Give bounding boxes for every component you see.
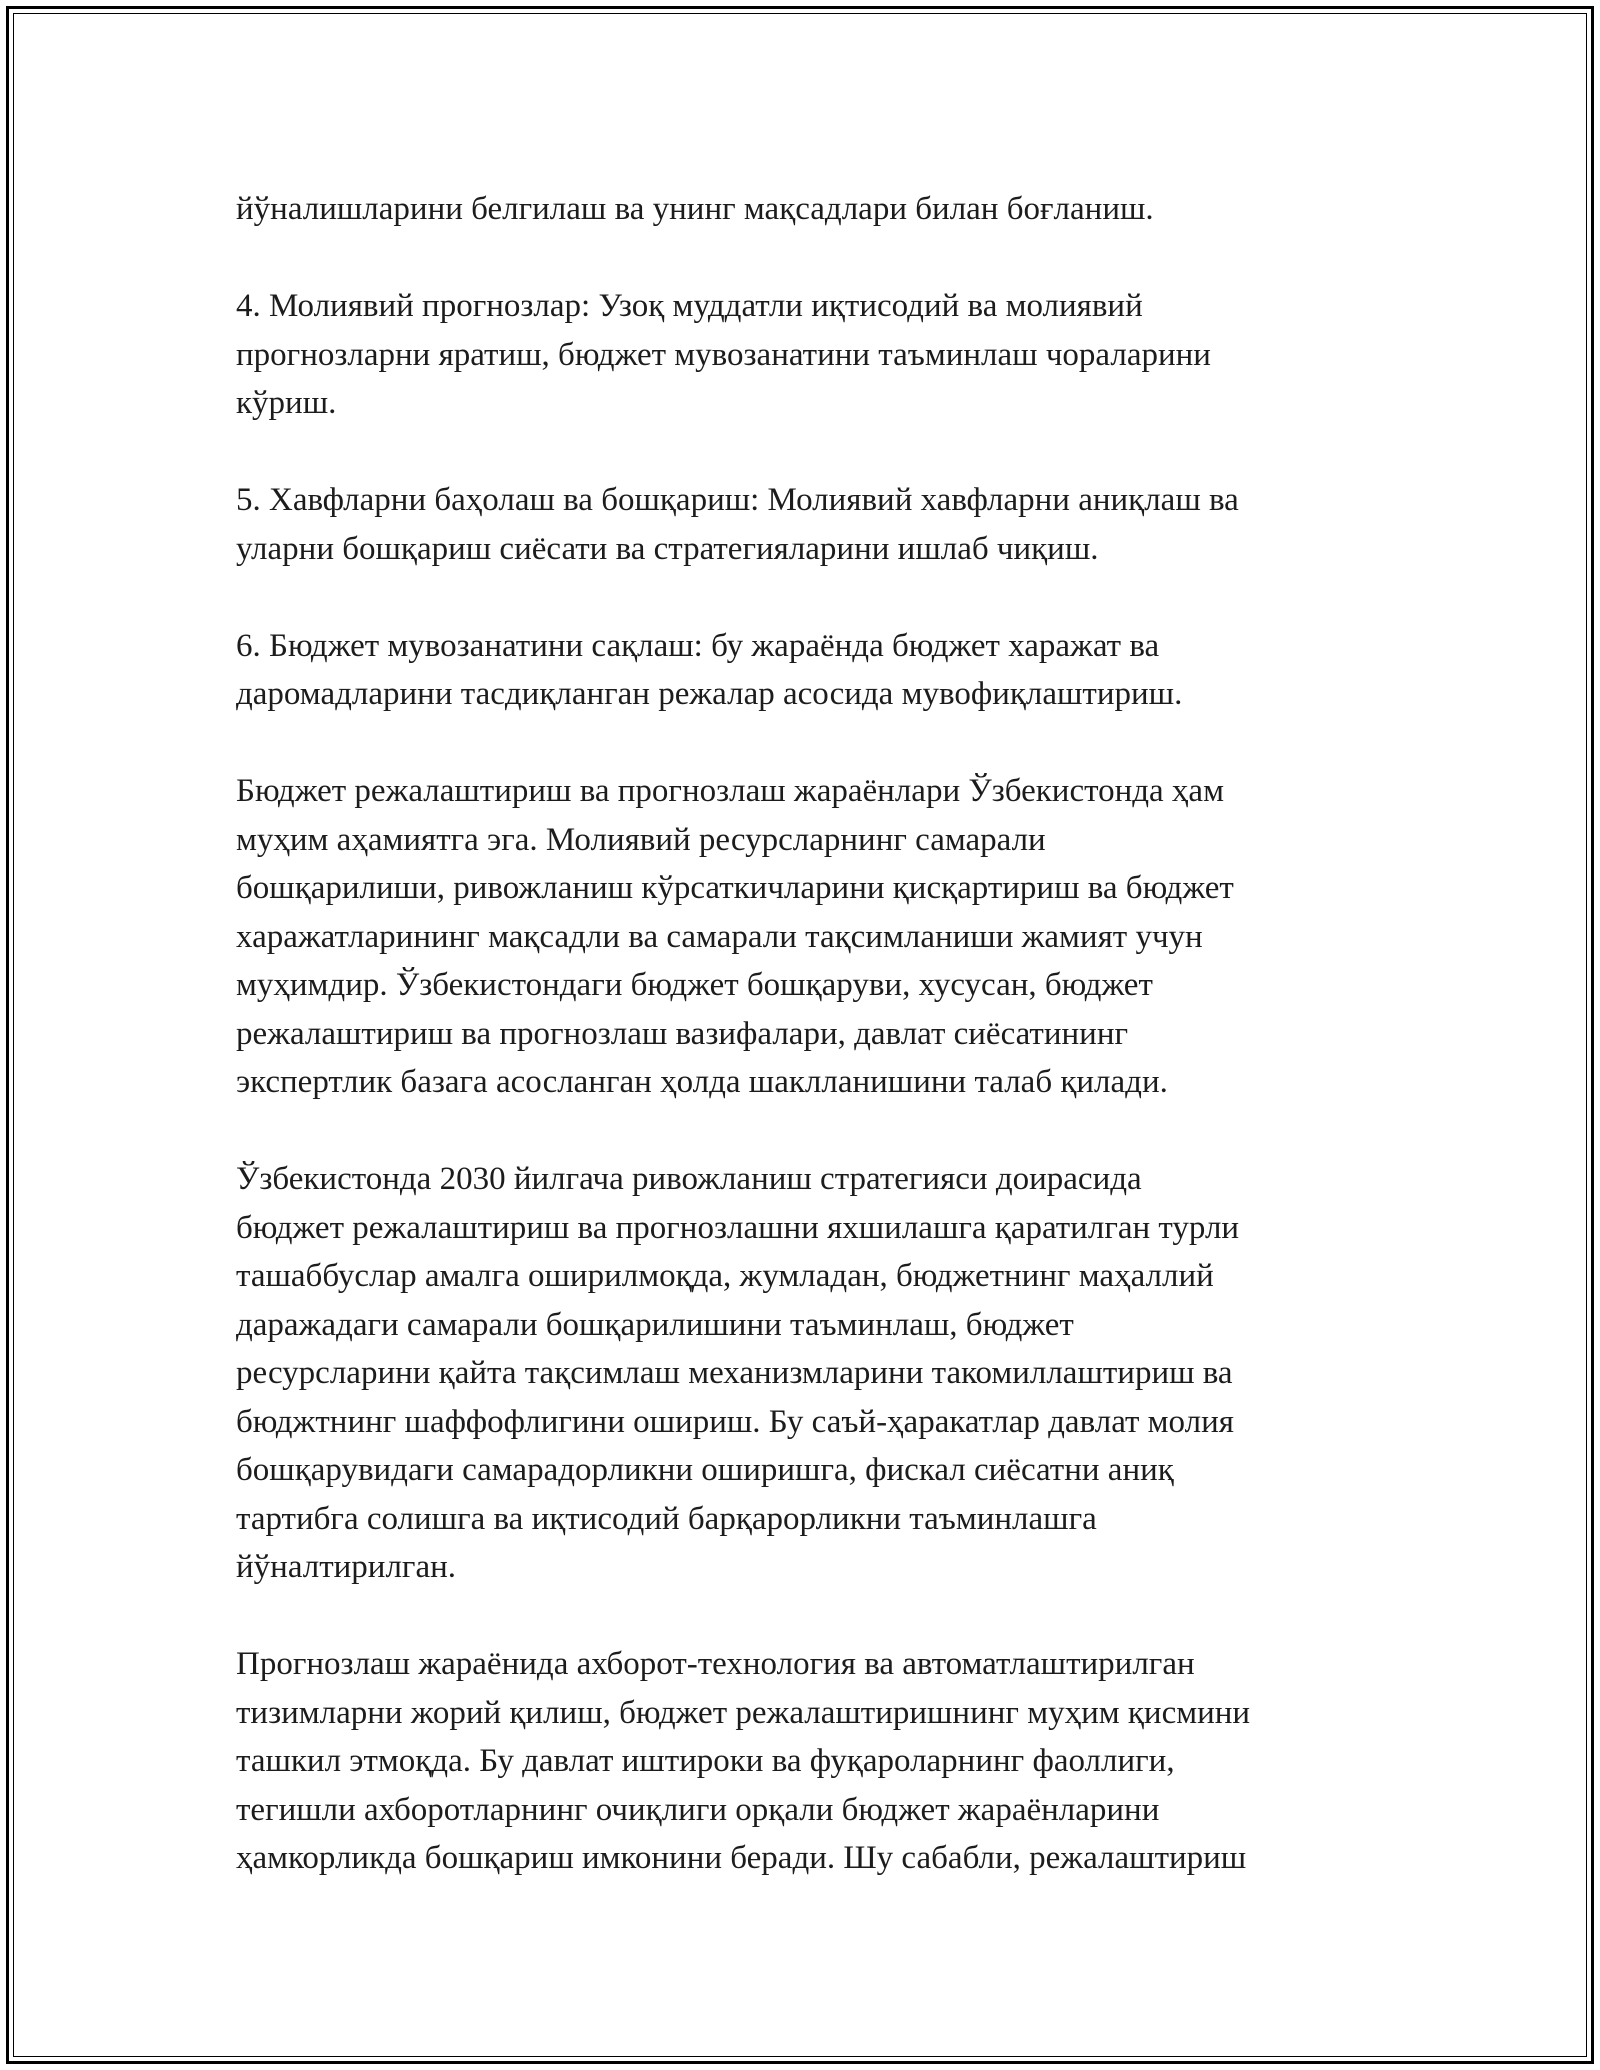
text-line: бошқарилиши, ривожланиш кўрсаткичларини қисқартириш ва бюджет — [236, 870, 1234, 906]
paragraph-item-6 — [236, 622, 1386, 719]
text-line: бошқарувидаги самарадорликни оширишга, фискал сиёсатни аниқ — [236, 1452, 1174, 1488]
document-body — [236, 185, 1386, 1883]
text-line: муҳим аҳамиятга эга. Молиявий ресурсларнинг самарали — [236, 821, 1046, 858]
paragraph-intro-continuation — [236, 185, 1386, 234]
text-line: йўналишларини белгилаш ва унинг мақсадлари билан боғланиш. — [236, 191, 1154, 227]
text-line: йўналтирилган. — [236, 1549, 457, 1585]
text-line: 4. Молиявий прогнозлар: Узоқ муддатли иқтисодий ва молиявий — [236, 288, 1143, 324]
text-line: ташаббуслар амалга оширилмоқда, жумладан, бюджетнинг маҳаллий — [236, 1258, 1214, 1294]
text-line: 5. Хавфларни баҳолаш ва бошқариш: Молиявий хавфларни аниқлаш ва — [236, 482, 1239, 518]
text-line: даражадаги самарали бошқарилишини таъминлаш, бюджет — [236, 1306, 1074, 1343]
text-line: экспертлик базага асосланган ҳолда шаклланишини талаб қилади. — [236, 1064, 1168, 1100]
text-line: кўриш. — [236, 385, 337, 421]
text-line: ресурсларини қайта тақсимлаш механизмларини такомиллаштириш ва — [236, 1355, 1233, 1391]
paragraph-item-5 — [236, 476, 1386, 573]
paragraph-gap — [236, 719, 1386, 768]
text-line: Прогнозлаш жараёнида ахборот-технология ва автоматлаштирилган — [236, 1646, 1195, 1682]
text-line: ташкил этмоқда. Бу давлат иштироки ва фуқароларнинг фаоллиги, — [236, 1743, 1175, 1779]
text-line: 6. Бюджет мувозанатини сақлаш: бу жараёнда бюджет харажат ва — [236, 627, 1160, 664]
text-line: бюджтнинг шаффофлигини ошириш. Бу саъй-ҳаракатлар давлат молия — [236, 1403, 1234, 1440]
text-line: муҳимдир. Ўзбекистондаги бюджет бошқаруви, хусусан, бюджет — [236, 967, 1153, 1003]
paragraph-gap — [236, 1592, 1386, 1641]
text-line: ҳамкорликда бошқариш имконини беради. Шу сабабли, режалаштириш — [236, 1840, 1247, 1876]
paragraph-forecasting-it — [236, 1640, 1386, 1883]
paragraph-gap — [236, 428, 1386, 477]
text-line: тегишли ахборотларнинг очиқлиги орқали бюджет жараёнларини — [236, 1791, 1160, 1828]
text-line: тизимларни жорий қилиш, бюджет режалаштиришнинг муҳим қисмини — [236, 1694, 1251, 1731]
text-line: харажатларининг мақсадли ва самарали тақсимланиши жамият учун — [236, 918, 1203, 955]
text-line: даромадларини тасдиқланган режалар асосида мувофиқлаштириш. — [236, 676, 1183, 712]
paragraph-item-4 — [236, 282, 1386, 428]
text-line: режалаштириш ва прогнозлаш вазифалари, давлат сиёсатининг — [236, 1015, 1129, 1052]
text-line: уларни бошқариш сиёсати ва стратегияларини ишлаб чиқиш. — [236, 530, 1099, 567]
paragraph-gap — [236, 1107, 1386, 1156]
text-line: Ўзбекистонда 2030 йилгача ривожланиш стратегияси доирасида — [236, 1161, 1142, 1197]
text-line: Бюджет режалаштириш ва прогнозлаш жараёнлари Ўзбекистонда ҳам — [236, 773, 1224, 809]
text-line: прогнозларни яратиш, бюджет мувозанатини таъминлаш чораларини — [236, 336, 1211, 373]
paragraph-gap — [236, 573, 1386, 622]
text-line: бюджет режалаштириш ва прогнозлашни яхшилашга қаратилган турли — [236, 1209, 1240, 1246]
paragraph-uzbekistan-importance — [236, 767, 1386, 1107]
paragraph-gap — [236, 234, 1386, 283]
paragraph-strategy-2030 — [236, 1155, 1386, 1592]
text-line: тартибга солишга ва иқтисодий барқарорликни таъминлашга — [236, 1500, 1097, 1537]
